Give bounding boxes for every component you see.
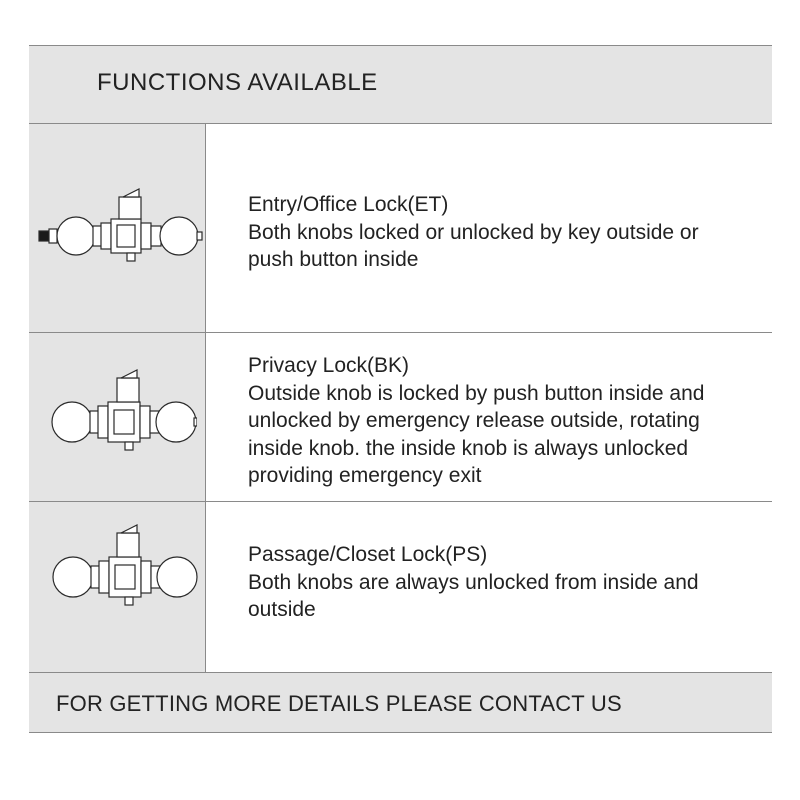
function-row-passage xyxy=(29,501,772,673)
function-desc-line: outside xyxy=(248,598,316,621)
header-title: FUNCTIONS AVAILABLE xyxy=(97,69,378,96)
function-title: Passage/Closet Lock(PS) xyxy=(248,543,488,566)
function-desc-line: unlocked by emergency release outside, rotating xyxy=(248,409,700,432)
function-desc-line: Both knobs locked or unlocked by key outside or xyxy=(248,220,699,244)
function-desc-line: providing emergency exit xyxy=(248,464,482,487)
divider xyxy=(29,332,772,333)
function-desc-line: Outside knob is locked by push button inside and xyxy=(248,381,705,405)
divider xyxy=(29,123,772,124)
function-title: Entry/Office Lock(ET) xyxy=(248,193,449,216)
privacy-lock-icon xyxy=(47,364,197,454)
function-desc-line: push button inside xyxy=(248,248,419,271)
divider xyxy=(29,672,772,673)
function-desc-line: Both knobs are always unlocked from inside and xyxy=(248,570,699,594)
function-text xyxy=(248,352,704,490)
entry-office-lock-icon xyxy=(35,185,203,275)
table-footer xyxy=(29,673,772,733)
passage-closet-lock-icon xyxy=(49,513,199,613)
function-desc-line: inside knob. the inside knob is always unlocked xyxy=(248,436,689,460)
contact-notice: FOR GETTING MORE DETAILS PLEASE CONTACT US xyxy=(56,691,622,716)
icon-cell xyxy=(29,123,206,332)
divider xyxy=(29,501,772,502)
function-title: Privacy Lock(BK) xyxy=(248,354,410,377)
table-header xyxy=(29,45,772,123)
icon-cell xyxy=(29,501,206,673)
divider xyxy=(29,45,772,46)
function-row-entry xyxy=(29,123,772,332)
divider xyxy=(205,123,206,673)
function-text xyxy=(248,541,699,624)
icon-cell xyxy=(29,332,206,501)
function-row-privacy xyxy=(29,332,772,501)
divider xyxy=(29,732,772,733)
function-text xyxy=(248,191,699,274)
functions-table xyxy=(29,45,772,733)
